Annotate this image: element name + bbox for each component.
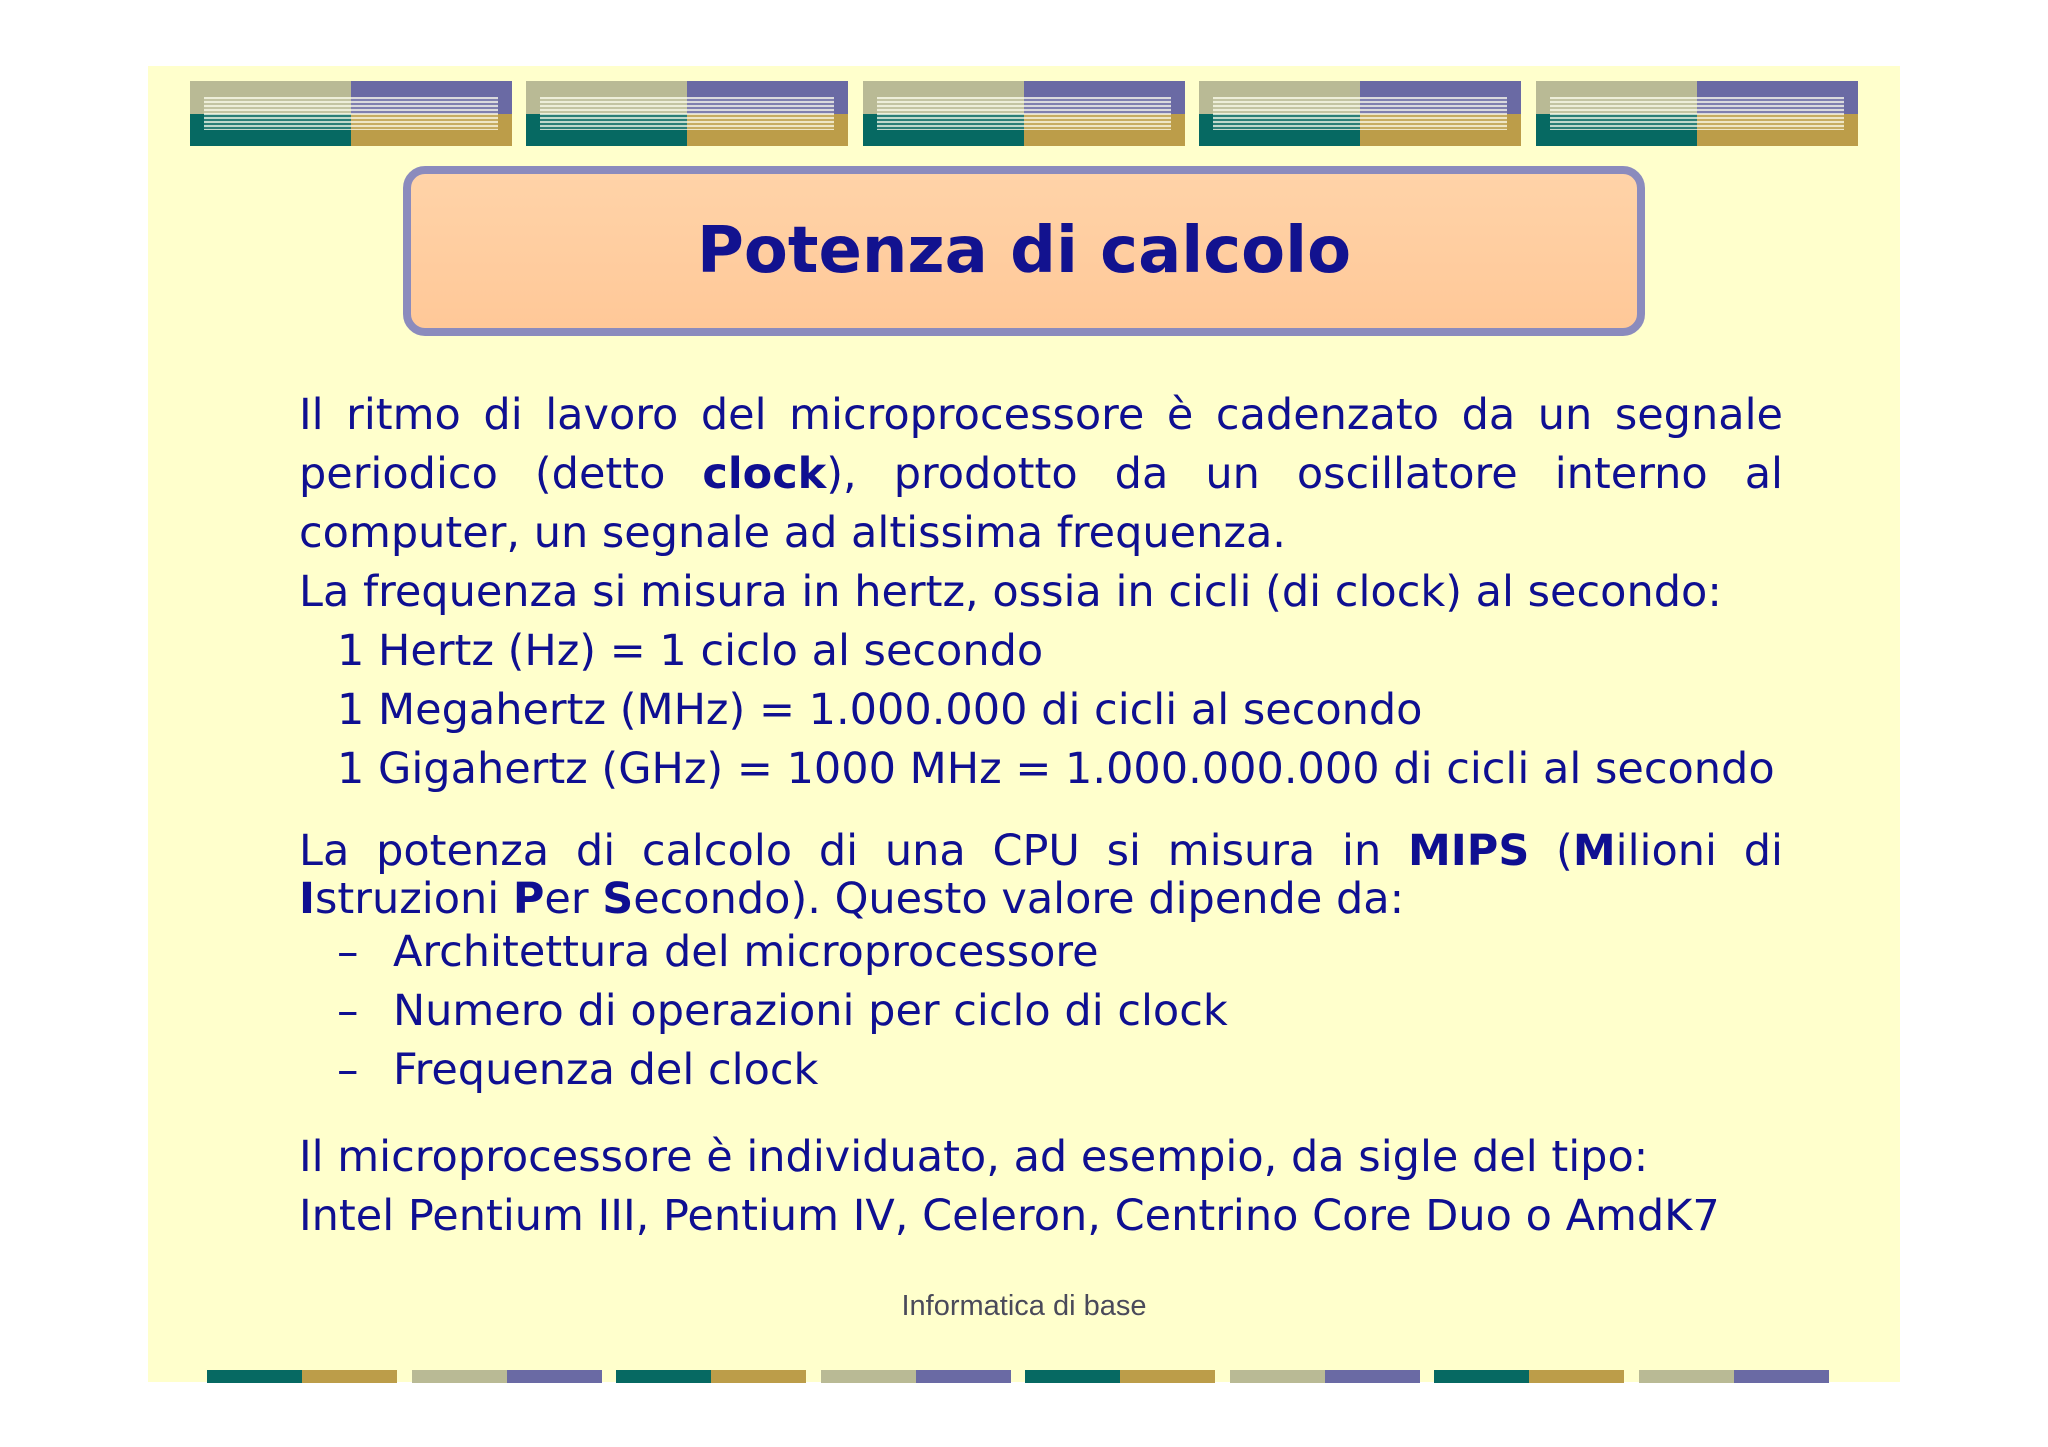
dash-bullet: – — [337, 927, 359, 977]
header-decoration-tile — [1199, 81, 1521, 146]
cpu-examples-line: Intel Pentium III, Pentium IV, Celeron, Centrino Core Duo o AmdK7 — [299, 1191, 1720, 1241]
footer-decoration-segment — [616, 1370, 711, 1383]
factor-item: – Numero di operazioni per ciclo di clock — [299, 982, 1783, 1041]
frequency-unit-hz: 1 Hertz (Hz) = 1 ciclo al secondo — [337, 626, 1044, 676]
factor-item: – Frequenza del clock — [299, 1041, 1783, 1100]
frequency-intro: La frequenza si misura in hertz, ossia in cicli (di clock) al secondo: — [299, 567, 1722, 617]
footer-decoration-segment — [1025, 1370, 1120, 1383]
header-decoration-tile — [526, 81, 848, 146]
footer-decoration-segment — [1325, 1370, 1420, 1383]
frequency-unit-mhz: 1 Megahertz (MHz) = 1.000.000 di cicli al secondo — [337, 685, 1423, 735]
footer-decoration-segment — [1639, 1370, 1734, 1383]
footer-text: Informatica di base — [901, 1290, 1147, 1322]
title-box — [403, 166, 1645, 336]
header-decoration-tile — [190, 81, 512, 146]
dash-bullet: – — [337, 986, 359, 1036]
mips-term: MIPS — [1408, 826, 1530, 876]
footer-decoration-segment — [821, 1370, 916, 1383]
slide — [148, 66, 1900, 1382]
mips-paragraph: La potenza di calcolo di una CPU si misura in MIPS (Milioni di Istruzioni Per Secondo). Questo valore dipende da: — [299, 826, 1783, 924]
footer-decoration-segment — [1120, 1370, 1215, 1383]
footer-decoration-segment — [507, 1370, 602, 1383]
identification-line: Il microprocessore è individuato, ad esempio, da sigle del tipo: — [299, 1132, 1649, 1182]
footer-decoration-segment — [1434, 1370, 1529, 1383]
clock-paragraph: Il ritmo di lavoro del microprocessore è cadenzato da un segnale periodico (detto clock), prodotto da un oscillatore interno al computer, un segnale ad altissima frequenza. — [299, 390, 1783, 558]
footer-decoration-segment — [1734, 1370, 1829, 1383]
footer-decoration-segment — [916, 1370, 1011, 1383]
dash-bullet: – — [337, 1045, 359, 1095]
footer-decoration-segment — [302, 1370, 397, 1383]
footer-decoration-segment — [412, 1370, 507, 1383]
footer-decoration-segment — [1230, 1370, 1325, 1383]
footer-decoration-segment — [207, 1370, 302, 1383]
slide-body — [299, 386, 1783, 1246]
footer-decoration-segment — [1529, 1370, 1624, 1383]
footer-decoration-segment — [711, 1370, 806, 1383]
frequency-unit-ghz: 1 Gigahertz (GHz) = 1000 MHz = 1.000.000.000 di cicli al secondo — [337, 744, 1775, 794]
factor-item: – Architettura del microprocessore — [299, 923, 1783, 982]
clock-term: clock — [702, 449, 827, 499]
header-decoration-tile — [1536, 81, 1858, 146]
slide-title: Potenza di calcolo — [696, 214, 1352, 288]
header-decoration-tile — [863, 81, 1185, 146]
